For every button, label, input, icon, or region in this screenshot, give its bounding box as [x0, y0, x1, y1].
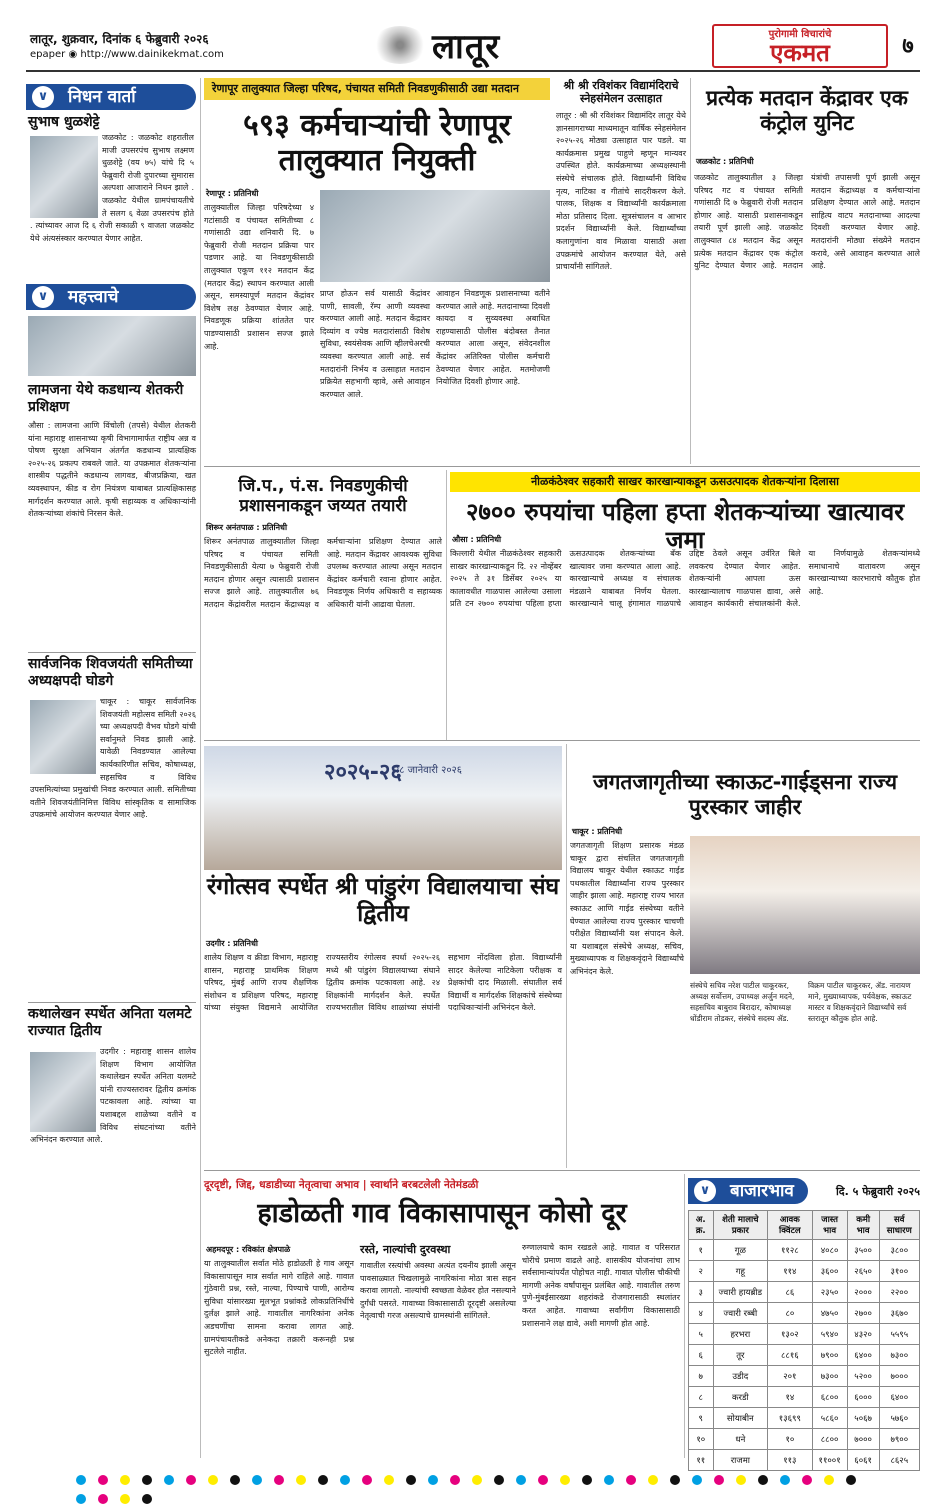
shivjayanti-text: चाकूर : चाकूर सार्वजनिक शिवजयंती महोत्सव समिती २०२६ च्या अध्यक्षपदी वैभव घोडगे यांची सर्वानुमते निवड झाली आहे. यावेळी निवडण्यात आलेल्या कार्यकारिणीत सचिव, कोषाध्यक्ष, सहसचिव व विविध उपसमित्यांच्या प्रमुखांची निवड करण्यात आली. समितीच्या वतीने शिवजयंतीनिमित्त विविध सांस्कृतिक व सामाजिक उपक्रमांचे आयोजन करण्यात येणार आहे.	[30, 697, 196, 820]
market-cell: ८६२५	[879, 1450, 919, 1471]
market-cell: गूळ	[713, 1240, 768, 1261]
zp-headline: जि.प., पं.स. निवडणुकीची प्रशासनाकडून जय्यत तयारी	[238, 476, 408, 517]
market-cell: ५५९५	[879, 1324, 919, 1345]
market-cell: २३५०	[812, 1282, 847, 1303]
registration-dot	[362, 1475, 372, 1485]
registration-dot	[340, 1475, 350, 1485]
market-cell: २७००	[847, 1303, 879, 1324]
sakhar-byline: औसा : प्रतिनिधी	[452, 535, 502, 544]
print-registration-marks	[70, 1470, 870, 1484]
scout-headline: जगतजागृतीच्या स्काऊट-गाईड्सना राज्य पुरस्कार जाहीर	[592, 770, 898, 819]
market-cell: ३६००	[812, 1261, 847, 1282]
control-unit-headline: प्रत्येक मतदान केंद्रावर एक कंट्रोल युनिट	[706, 86, 908, 135]
registration-dot	[604, 1475, 614, 1485]
market-row	[689, 1429, 920, 1450]
market-cell: ९	[689, 1408, 714, 1429]
market-header-cell: आवक क्विंटल	[768, 1211, 812, 1240]
market-cell: ४३२०	[847, 1324, 879, 1345]
market-row	[689, 1324, 920, 1345]
rangotsav-text: शालेय शिक्षण व क्रीडा विभाग, महाराष्ट्र शासन, महाराष्ट्र प्राथमिक शिक्षण परिषद, मुंबई आणि राज्य शैक्षणिक संशोधन व प्रशिक्षण परिषद, महाराष्ट्र यांच्या संयुक्त विद्यमाने आयोजित राज्यस्तरीय रंगोत्सव स्पर्धा २०२५-२६ मध्ये श्री पांडुरंग विद्यालयाच्या संघाने द्वितीय क्रमांक पटकावला आहे. २४ शिक्षकांनी मार्गदर्शन केले. स्पर्धेत राज्यभरातील विविध शाळांच्या संघांनी सहभाग नोंदविला होता. विद्यार्थ्यांनी सादर केलेल्या नाटिकेला परीक्षक व प्रेक्षकांची दाद मिळाली. संघातील सर्व विद्यार्थी व मार्गदर्शक शिक्षकांचे संस्थेच्या पदाधिकाऱ्यांनी अभिनंदन केले.	[204, 953, 562, 1013]
market-cell: ८८००	[812, 1429, 847, 1450]
market-header-cell: सर्व साधारण	[879, 1211, 919, 1240]
market-row	[689, 1282, 920, 1303]
market-cell: ४०८०	[812, 1240, 847, 1261]
city-title: लातूर	[432, 27, 501, 67]
hadolti-text-2: गावातील रस्त्यांची अवस्था अत्यंत दयनीय झाली असून पावसाळ्यात चिखलामुळे नागरिकांना मोठा त्रास सहन करावा लागतो. नाल्यांची स्वच्छता वेळेवर होत नसल्याने दुर्गंधी पसरते. गावाच्या विकासासाठी दूरदृष्टी असलेल्या नेतृत्वाची गरज असल्याचे ग्रामस्थांनी सांगितले.	[360, 1261, 516, 1321]
city-emblem-image	[372, 26, 428, 64]
market-cell: राजमा	[713, 1450, 768, 1471]
sakhar-strip: नीळकंठेश्वर सहकारी साखर कारखान्याकडून ऊसउत्पादक शेतकऱ्यांना दिलासा	[450, 472, 920, 492]
market-cell: धने	[713, 1429, 768, 1450]
event-banner-text: २०२५-२६	[324, 760, 402, 785]
market-row	[689, 1261, 920, 1282]
registration-dot	[560, 1475, 570, 1485]
renapur-text-1: तालुक्यातील जिल्हा परिषदेच्या ४ गटांसाठी व पंचायत समितीच्या ८ गणांसाठी उद्या शनिवारी दि. ७ फेब्रुवारी रोजी मतदान प्रक्रिया पार पडणार आहे. या निवडणुकीसाठी तालुक्यात एकूण ११२ मतदान केंद्र (मतदार केंद्र) स्थापन करण्यात आली असून, समस्यापूर्ण मतदान केंद्रांवर विशेष लक्ष ठेवण्यात येणार आहे. निवडणूक प्रक्रिया शांततेत पार पाडण्यासाठी प्रशासन सज्ज झाले आहे.	[204, 203, 314, 351]
stage-event-photo	[204, 746, 562, 870]
market-cell: ८६	[768, 1282, 812, 1303]
scout-text: जगतजागृती शिक्षण प्रसारक मंडळ चाकूर द्वारा संचलित जगतजागृती विद्यालय चाकूर येथील स्काऊट गाईड पथकातील विद्यार्थ्यांना राज्य पुरस्कार जाहीर झाला आहे. महाराष्ट्र राज्य भारत स्काऊट आणि गाईड संस्थेच्या वतीने घेण्यात आलेल्या राज्य पुरस्कार चाचणी परीक्षेत विद्यार्थ्यांनी यश संपादन केले. या यशाबद्दल संस्थेचे अध्यक्ष, सचिव, मुख्याध्यापक व शिक्षकवृंदाने विद्यार्थ्यांचे अभिनंदन केले.	[570, 841, 684, 976]
registration-dot	[186, 1475, 196, 1485]
market-cell: १०	[689, 1429, 714, 1450]
registration-dot	[780, 1475, 790, 1485]
scout-byline: चाकूर : प्रतिनिधी	[572, 827, 623, 836]
market-row	[689, 1303, 920, 1324]
column-rule	[684, 1174, 685, 1458]
market-cell: २०००	[847, 1282, 879, 1303]
chevron-down-icon: ∨	[32, 86, 54, 108]
hadolti-text-1: या तालुक्यातील सर्वात मोठे हाडोळती हे गाव असून विकासापासून मात्र सर्वात मागे राहिले आहे. गावात गुंठेवारी प्रश्न, रस्ते, नाल्या, पिण्याचे पाणी, आरोग्य सुविधा यांसारख्या मूलभूत प्रश्नांकडे लोकप्रतिनिधींचे दुर्लक्ष झाले आहे. गावातील नागरिकांना अनेक अडचणींचा सामना करावा लागत आहे. ग्रामपंचायतीकडे अनेकदा तक्रारी करूनही प्रश्न सुटलेले नाहीत.	[204, 1259, 354, 1357]
market-cell: २०१	[768, 1366, 812, 1387]
masthead-rule	[26, 70, 920, 72]
registration-dot	[230, 1475, 240, 1485]
market-header-cell: अ. क्र.	[689, 1211, 714, 1240]
registration-dot	[142, 1494, 152, 1504]
section-bajarbhav: ∨ बाजारभाव	[688, 1178, 808, 1204]
divider	[204, 1170, 920, 1171]
column-rule	[200, 78, 201, 1458]
market-cell: ७	[689, 1366, 714, 1387]
hadolti-strip: दूरदृष्टी, जिद्द, धडाडीच्या नेतृत्वाचा अभाव | स्वार्थाने बरबटलेली नेतेमंडळी	[204, 1176, 680, 1194]
office-building-photo	[320, 190, 550, 282]
market-cell: ७३००	[879, 1345, 919, 1366]
market-cell: ५०६७	[847, 1408, 879, 1429]
ravishankar-headline: श्री श्री रविशंकर विद्यामंदिराचे स्नेहसंमेलन उत्साहात	[563, 79, 679, 105]
market-cell: ७३००	[812, 1366, 847, 1387]
scout-caption: संस्थेचे सचिव नरेश पाटील चाकूरकर, अध्यक्ष सर्वोत्तम, उपाध्यक्ष अर्जुन मदने, सहसचिव बाबुराव बिरादार, कोषाध्यक्ष धोंडीराम तोडकर, संस्थेचे सदस्य ॲड. विक्रम पाटील चाकूरकर, ॲड. नारायण माने, मुख्याध्यापक, पर्यवेक्षक, स्काऊट मास्टर व शिक्षकवृंदाने विद्यार्थ्यांचे सर्व स्तरातून कौतुक होत आहे.	[690, 981, 912, 1023]
nidhan-text: जळकोट : जळकोट शहरातील माजी उपसरपंच सुभाष लक्ष्मण धुळशेट्टे (वय ७५) यांचे दि ५ फेब्रुवारी रोजी दुपारच्या सुमारास अल्पशा आजाराने निधन झाले . जळकोट येथील ग्रामपंचायतीचे ते सलग ६ वेळा उपसरपंच होते . त्यांच्यावर आज दि ६ रोजी सकाळी ९ वाजता जळकोट येथे अंत्यसंस्कार करण्यात येणार आहेत.	[30, 133, 194, 243]
market-header-cell: कमी भाव	[847, 1211, 879, 1240]
nidhan-name: सुभाष धुळशेट्टे	[28, 114, 100, 130]
chevron-down-icon: ∨	[694, 1180, 716, 1202]
market-cell: ३५००	[847, 1240, 879, 1261]
market-cell: ज्वारी रब्बी	[713, 1303, 768, 1324]
market-cell: १३०२	[768, 1324, 812, 1345]
registration-dot	[76, 1475, 86, 1485]
market-cell: ८८१६	[768, 1345, 812, 1366]
market-cell: ११३	[768, 1450, 812, 1471]
market-cell: १०	[768, 1429, 812, 1450]
registration-dot	[252, 1475, 262, 1485]
column-rule	[566, 744, 567, 1168]
registration-dot	[538, 1475, 548, 1485]
registration-dot	[98, 1475, 108, 1485]
registration-dot	[736, 1475, 746, 1485]
market-cell: ५२००	[847, 1366, 879, 1387]
registration-dot	[582, 1475, 592, 1485]
registration-dot	[758, 1475, 768, 1485]
market-header-cell: जास्त भाव	[812, 1211, 847, 1240]
market-cell: ६	[689, 1345, 714, 1366]
section-nidhan: ∨ निधन वार्ता	[26, 84, 196, 110]
mahatvache-headline: लामजना येथे कडधान्य शेतकरी प्रशिक्षण	[28, 382, 184, 415]
market-cell: उडीद	[713, 1366, 768, 1387]
mahatvache-text: औसा : लामजना आणि विंचोली (तपसे) येथील शेतकरी यांना महाराष्ट्र शासनाच्या कृषी विभागामार्फत राष्ट्रीय अन्न व पोषण सुरक्षा अभियान अंतर्गत कडधान्य प्रात्यक्षिक २०२५-२६ प्रकल्प राबवले जाते. या उपक्रमात शेतकऱ्यांना शास्त्रीय पद्धतीने कडधान्य लागवड, बीजप्रक्रिया, खत व्यवस्थापन, कीड व रोग नियंत्रण याबाबत प्रात्यक्षिकासह मार्गदर्शन करण्यात आले. कृषी सहाय्यक व अधिकाऱ्यांनी शेतकऱ्यांच्या शंकांचे निरसन केले.	[28, 421, 196, 519]
market-cell: हरभरा	[713, 1324, 768, 1345]
registration-dot	[384, 1475, 394, 1485]
market-cell: तूर	[713, 1345, 768, 1366]
brand-name: एकमत	[770, 39, 830, 67]
market-row	[689, 1345, 920, 1366]
registration-dot	[626, 1475, 636, 1485]
renapur-byline: रेणापूर : प्रतिनिधी	[206, 189, 259, 198]
market-cell: १	[689, 1240, 714, 1261]
control-unit-text: जळकोट तालुक्यातील ३ जिल्हा परिषद गट व पंचायत समिती गणांसाठी दि ७ फेब्रुवारी रोजी मतदान होणार आहे. यासाठी प्रशासनाकडून तयारी पूर्ण झाली आहे. जळकोट तालुक्यात ८४ मतदान केंद्र असून प्रत्येक मतदान केंद्रावर एक कंट्रोल युनिट देण्यात येणार आहे. मतदान यंत्रांची तपासणी पूर्ण झाली असून मतदान केंद्राध्यक्ष व कर्मचाऱ्यांना प्रशिक्षण देण्यात आले आहे. मतदान साहित्य वाटप मतदानाच्या आदल्या दिवशी करण्यात येणार आहे. मतदारांनी मोठ्या संख्येने मतदान करावे, असे आवाहन करण्यात आले आहे.	[694, 173, 920, 271]
market-cell: गहू	[713, 1261, 768, 1282]
market-cell: ७०००	[879, 1366, 919, 1387]
market-cell: सोयाबीन	[713, 1408, 768, 1429]
market-cell: २२००	[879, 1282, 919, 1303]
scout-group-photo	[690, 836, 920, 974]
market-header-cell: शेती मालाचे प्रकार	[713, 1211, 768, 1240]
market-cell: १४	[768, 1387, 812, 1408]
globe-icon: ◉	[68, 49, 78, 60]
registration-dot	[98, 1494, 108, 1504]
market-row	[689, 1450, 920, 1471]
market-cell: ज्वारी हायब्रीड	[713, 1282, 768, 1303]
registration-dot	[846, 1475, 856, 1485]
market-row	[689, 1408, 920, 1429]
market-row	[689, 1240, 920, 1261]
market-cell: ५८६०	[812, 1408, 847, 1429]
registration-dot	[450, 1475, 460, 1485]
divider	[204, 740, 920, 741]
renapur-headline: ५९३ कर्मचाऱ्यांची रेणापूर तालुक्यात नियुक्ती	[243, 108, 511, 179]
zp-text: शिरूर अनंतपाळ तालुक्यातील जिल्हा परिषद व पंचायत समिती निवडणुकीसाठी येत्या ७ फेब्रुवारी रोजी मतदान होणार असून त्यासाठी प्रशासन सज्ज झाले आहे. तालुक्यातील ७६ मतदान केंद्रांवरील मतदान केंद्राध्यक्ष व कर्मचाऱ्यांना प्रशिक्षण देण्यात आले आहे. मतदान केंद्रावर आवश्यक सुविधा उपलब्ध करण्यात आल्या असून मतदान केंद्रांवर कर्मचारी रवाना होणार आहेत. निवडणूक निर्णय अधिकारी व सहाय्यक अधिकारी यांनी आढावा घेतला.	[204, 537, 442, 609]
dateline: लातूर, शुक्रवार, दिनांक ६ फेब्रुवारी २०२६	[30, 32, 209, 46]
market-row	[689, 1387, 920, 1408]
registration-dot	[142, 1475, 152, 1485]
divider	[28, 1002, 196, 1003]
market-table	[688, 1210, 920, 1466]
market-cell: ६४००	[847, 1345, 879, 1366]
market-cell: ६०६१	[847, 1450, 879, 1471]
renapur-strip: रेणापूर तालुक्यात जिल्हा परिषद, पंचायत समिती निवडणुकीसाठी उद्या मतदान	[204, 78, 550, 100]
market-cell: ३१००	[879, 1261, 919, 1282]
epaper-link[interactable]: epaper ◉ http://www.dainikekmat.com	[30, 49, 224, 60]
zp-byline: शिरूर अनंतपाळ : प्रतिनिधी	[206, 523, 288, 532]
market-cell: १३६९९	[768, 1408, 812, 1429]
market-cell: ४	[689, 1303, 714, 1324]
market-cell: ६४००	[879, 1387, 919, 1408]
market-cell: ११००१	[812, 1450, 847, 1471]
divider	[28, 652, 196, 653]
market-date: दि. ५ फेब्रुवारी २०२५	[835, 1185, 920, 1198]
hadolti-subhead: रस्ते, नाल्यांची दुरवस्था	[360, 1243, 451, 1256]
market-row	[689, 1366, 920, 1387]
registration-dot	[472, 1475, 482, 1485]
market-cell: ११२८	[768, 1240, 812, 1261]
hadolti-text-3: रुग्णालयाचे काम रखडले आहे. गावात व परिसरात चोरीचे प्रमाण वाढले आहे. शासकीय योजनांचा लाभ सर्वसामान्यांपर्यंत पोहोचत नाही. गावात पोलीस चौकीची मागणी अनेक वर्षांपासून प्रलंबित आहे. गावातील तरुण पुणे-मुंबईसारख्या शहरांकडे रोजगारासाठी स्थलांतर करत आहेत. गावाच्या सर्वांगीण विकासासाठी प्रशासनाने लक्ष द्यावे, अशी मागणी होत आहे.	[522, 1243, 680, 1328]
market-cell: ३	[689, 1282, 714, 1303]
registration-dot	[494, 1475, 504, 1485]
market-cell: ४७५०	[812, 1303, 847, 1324]
column-rule	[690, 78, 691, 464]
market-cell: २	[689, 1261, 714, 1282]
market-cell: ५	[689, 1324, 714, 1345]
market-cell: ११	[689, 1450, 714, 1471]
section-mahatvache: ∨ महत्त्वाचे	[26, 284, 196, 310]
registration-dot	[428, 1475, 438, 1485]
market-cell: ७९००	[879, 1429, 919, 1450]
sakhar-headline: २७०० रुपयांचा पहिला हप्ता शेतकऱ्यांच्या खात्यावर जमा	[465, 498, 905, 555]
registration-dot	[164, 1475, 174, 1485]
market-cell: ५९४०	[812, 1324, 847, 1345]
market-cell: ७०००	[847, 1429, 879, 1450]
ravishankar-text: लातूर : श्री श्री रविशंकर विद्यामंदिर लातूर येथे ज्ञानसागराच्या माध्यमातून वार्षिक स्नेहसंमेलन २०२५-२६ मोठ्या उत्साहात पार पडले. या कार्यक्रमास प्रमुख पाहुणे म्हणून मान्यवर उपस्थित होते. कार्यक्रमाच्या अध्यक्षस्थानी संस्थेचे संचालक होते. विद्यार्थ्यांनी विविध नृत्य, नाटिका व गीतांचे सादरीकरण केले. पालक, शिक्षक व विद्यार्थ्यांनी कार्यक्रमाला मोठा प्रतिसाद दिला. सूत्रसंचालन व आभार प्रदर्शन विद्यार्थ्यांनी केले. विद्यार्थ्यांच्या कलागुणांना वाव मिळावा यासाठी अशा उपक्रमांचे आयोजन करण्यात येते, असे प्राचार्यांनी सांगितले.	[556, 111, 686, 272]
registration-dot	[648, 1475, 658, 1485]
training-photo	[28, 316, 196, 376]
registration-dot	[516, 1475, 526, 1485]
registration-dot	[692, 1475, 702, 1485]
page-number: ७	[902, 34, 914, 59]
registration-dot	[76, 1494, 86, 1504]
registration-dot	[120, 1475, 130, 1485]
registration-dot	[296, 1475, 306, 1485]
market-cell: ५७६०	[879, 1408, 919, 1429]
registration-dot	[714, 1475, 724, 1485]
registration-dot	[824, 1475, 834, 1485]
registration-dot	[318, 1475, 328, 1485]
registration-dot	[120, 1494, 130, 1504]
event-date-text: २८ जानेवारी २०२६	[394, 765, 462, 776]
rangotsav-headline: रंगोत्सव स्पर्धेत श्री पांडुरंग विद्यालयाचा संघ द्वितीय	[206, 874, 560, 928]
hadolti-headline: हाडोळती गाव विकासापासून कोसो दूर	[257, 1198, 627, 1229]
market-cell: ८	[689, 1387, 714, 1408]
market-cell: ७९००	[812, 1345, 847, 1366]
divider	[204, 466, 920, 467]
renapur-text-4: आवाहन निवडणूक प्रशासनाच्या वतीने करण्यात आले आहे. मतदानाच्या दिवशी कायदा व सुव्यवस्था अबाधित राहण्यासाठी पोलीस बंदोबस्त तैनात करण्यात आला असून, संवेदनशील केंद्रांवर अतिरिक्त पोलीस कर्मचारी ठेवण्यात येणार आहेत. मतमोजणी नियोजित दिवशी होणार आहे.	[436, 289, 550, 387]
market-cell: ३६७०	[879, 1303, 919, 1324]
renapur-text-3: प्राप्त होऊन सर्व यासाठी केंद्रांवर पाणी, सावली, रॅम्प आणी व्यवस्था करण्यात आली आहे. मतदान केंद्रावर दिव्यांग व ज्येष्ठ मतदारांसाठी विशेष सुविधा, स्वयंसेवक आणि व्हीलचेअरची व्यवस्था करण्यात आली आहे. सर्व मतदारांनी निर्भय व उत्साहात मतदान प्रक्रियेत सहभागी व्हावे, असे आवाहन करण्यात आले.	[320, 289, 430, 399]
market-cell: २६५०	[847, 1261, 879, 1282]
sakhar-text: किल्लारी येथील नीळकंठेश्वर सहकारी साखर कारखान्याकडून दि. २२ नोव्हेंबर २०२५ ते ३१ डिसेंबर २०२५ या कालावधीत गाळपास आलेल्या उसाला प्रति टन २७०० रुपयांचा पहिला हप्ता ऊसउत्पादक शेतकऱ्यांच्या बँक खात्यावर जमा करण्यात आला आहे. कारखान्याचे अध्यक्ष व संचालक मंडळाने याबाबत निर्णय घेतला. कारखान्याने चालू हंगामात गाळपाचे उद्दिष्ट ठेवले असून उर्वरित बिले लवकरच देण्यात येणार आहेत. शेतकऱ्यांनी आपला ऊस कारखान्यालाच गाळपास द्यावा, असे आवाहन कार्यकारी संचालकांनी केले. या निर्णयामुळे शेतकऱ्यांमध्ये समाधानाचे वातावरण असून कारखान्याच्या कारभाराचे कौतुक होत आहे.	[450, 549, 920, 609]
kathalekhan-text: उदगीर : महाराष्ट्र शासन शालेय शिक्षण विभाग आयोजित कथालेखन स्पर्धेत अनिता यलमटे यांनी राज्यस्तरावर द्वितीय क्रमांक पटकावला आहे. त्यांच्या या यशाबद्दल शाळेच्या वतीने व विविध संघटनांच्या वतीने अभिनंदन करण्यात आले.	[30, 1047, 196, 1145]
shivjayanti-headline: सार्वजनिक शिवजयंती समितीच्या अध्यक्षपदी घोडगे	[28, 656, 193, 689]
market-cell: ११४	[768, 1261, 812, 1282]
column-rule	[446, 470, 447, 740]
kathalekhan-headline: कथालेखन स्पर्धेत अनिता यलमटे राज्यात द्वितीय	[28, 1006, 192, 1039]
market-cell: ३८००	[879, 1240, 919, 1261]
registration-dot	[802, 1475, 812, 1485]
registration-dot	[274, 1475, 284, 1485]
registration-dot	[208, 1475, 218, 1485]
market-cell: ६८००	[812, 1387, 847, 1408]
registration-dot	[406, 1475, 416, 1485]
registration-dot	[670, 1475, 680, 1485]
chevron-down-icon: ∨	[32, 286, 54, 308]
hadolti-byline: अहमदपूर : रविकांत क्षेत्रपाळे	[206, 1245, 291, 1254]
control-unit-byline: जळकोट : प्रतिनिधी	[696, 157, 754, 166]
rangotsav-byline: उदगीर : प्रतिनिधी	[206, 939, 258, 948]
market-cell: ८०	[768, 1303, 812, 1324]
brand-logo	[712, 24, 888, 68]
market-cell: ६०००	[847, 1387, 879, 1408]
market-cell: करडी	[713, 1387, 768, 1408]
brand-tagline: पुरोगामी विचारांचे	[768, 29, 832, 40]
